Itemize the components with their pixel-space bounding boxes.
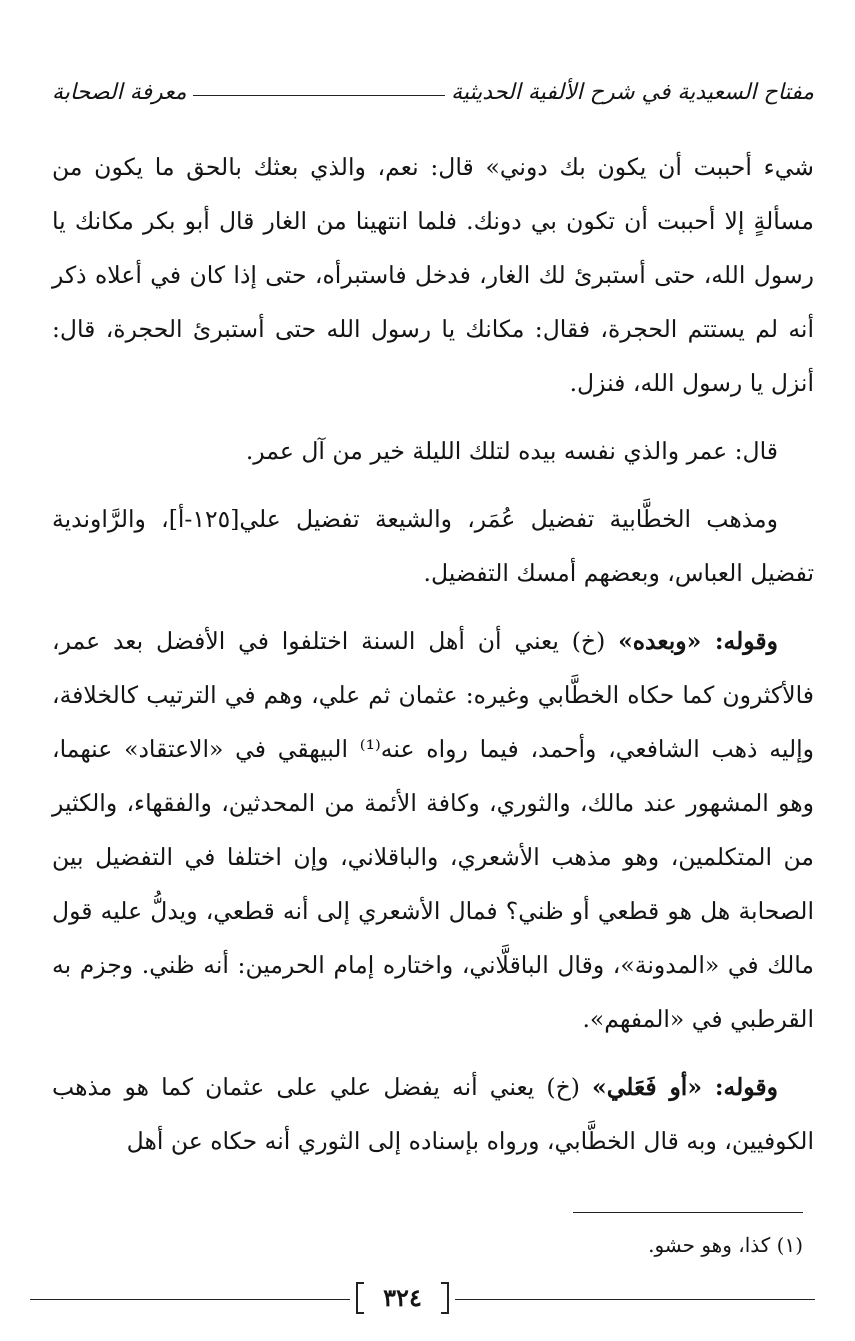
paragraph xyxy=(52,424,814,478)
paragraph xyxy=(52,1060,814,1168)
page-number xyxy=(350,1278,455,1318)
paragraph xyxy=(52,492,814,600)
footnote: (١) كذا، وهو حشو. xyxy=(648,1233,803,1257)
paragraph-lead: وقوله: «وبعده» xyxy=(618,627,778,655)
paragraph-text: قال: عمر والذي نفسه بيده لتلك الليلة خير من آل عمر. xyxy=(245,437,778,465)
paragraph xyxy=(52,614,814,1046)
page-number-text: ٣٢٤ xyxy=(383,1283,422,1312)
paragraph-text: شيء أحببت أن يكون بك دوني» قال: نعم، والذي بعثك بالحق ما يكون من مسألةٍ إلا أحببت أن تكون بي دونك. فلما انتهينا من الغار قال أبو بكر مكانك يا رسول الله، حتى أستبرئ لك الغار، فدخل فاستبرأه، حتى إذا كان في أعلاه ذكر أنه لم يستتم الحجرة، فقال: مكانك يا رسول الله حتى أستبرئ الحجرة، قال: أنزل يا رسول الله، فنزل. xyxy=(52,153,814,397)
page-number-rule-right xyxy=(455,1299,815,1300)
running-header xyxy=(52,72,814,112)
paragraph-text: (خ) يعني أنه يفضل علي على عثمان كما هو مذهب الكوفيين، وبه قال الخطَّابي، ورواه بإسناده إلى الثوري أنه حكاه عن أهل xyxy=(52,1073,814,1155)
paragraph xyxy=(52,140,814,410)
book-title: مفتاح السعيدية في شرح الألفية الحديثية xyxy=(451,79,814,105)
page-number-bracket-left xyxy=(356,1282,364,1314)
section-title: معرفة الصحابة xyxy=(52,79,187,105)
paragraph-lead: وقوله: «أو فَعَلي» xyxy=(592,1073,778,1101)
paragraph-text: (خ) يعني أن أهل السنة اختلفوا في الأفضل بعد عمر، فالأكثرون كما حكاه الخطَّابي وغيره: عثمان ثم علي، وهم في الترتيب كالخلافة، وإليه ذهب الشافعي، وأحمد، فيما رواه عنه⁽¹⁾ البيهقي في «الاعتقاد» عنهما، وهو المشهور عند مالك، والثوري، وكافة الأئمة من المحدثين، والفقهاء، والكثير من المتكلمين، وهو مذهب الأشعري، والباقلاني، وإن اختلفا في التفضيل بين الصحابة هل هو قطعي أو ظني؟ فمال الأشعري إلى أنه قطعي، ويدلُّ عليه قول مالك في «المدونة»، وقال الباقلَّاني، واختاره إمام الحرمين: أنه ظني. وجزم به القرطبي في «المفهم». xyxy=(52,627,814,1033)
main-text xyxy=(52,140,814,1182)
footnote-separator xyxy=(573,1212,803,1213)
page-number-bracket-right xyxy=(441,1282,449,1314)
header-rule xyxy=(193,95,446,96)
page-number-rule-left xyxy=(30,1299,350,1300)
paragraph-text: ومذهب الخطَّابية تفضيل عُمَر، والشيعة تفضيل علي[١٢٥-أ]، والرَّاوندية تفضيل العباس، وبعضهم أمسك التفضيل. xyxy=(52,505,814,587)
